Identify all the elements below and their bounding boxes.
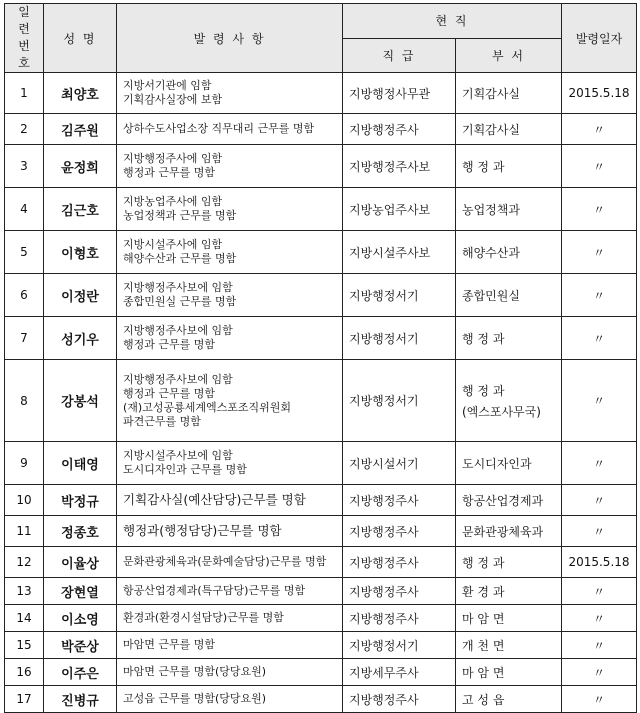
name-cell: 이태영 [44,442,117,485]
details-cell [117,485,343,516]
name-cell: 윤정희 [44,145,117,188]
serial-number-cell: 12 [5,547,44,578]
serial-number-cell: 2 [5,114,44,145]
department-line: 행 정 과 [462,159,505,174]
table-row [5,114,637,145]
department-cell [456,442,562,485]
details-line: (재)고성공룡세계엑스포조직위원회 [123,400,291,414]
rank-cell: 지방행정주사 [343,605,456,632]
rank-cell: 지방행정주사 [343,547,456,578]
rank-cell: 지방행정주사 [343,485,456,516]
department-line: (엑스포사무국) [462,404,541,419]
name-cell: 강봉석 [44,360,117,442]
details-cell [117,605,343,632]
header-serial-number: 일련번호 [5,4,44,73]
date-cell: 2015.5.18 [562,547,637,578]
serial-number-cell: 11 [5,516,44,547]
details-line: 고성읍 근무를 명함(당당요원) [123,692,267,705]
rank-cell: 지방행정주사 [343,114,456,145]
details-line: 지방행정주사보에 임함 [123,324,233,337]
details-line: 지방시설주사보에 임함 [123,449,233,462]
department-cell [456,360,562,442]
department-line: 문화관광체육과 [462,524,544,539]
name-cell: 박준상 [44,632,117,659]
details-line: 지방행정주사에 임함 [123,152,223,165]
table-row [5,360,637,442]
serial-number-cell: 6 [5,274,44,317]
table-row [5,686,637,713]
rank-cell: 지방행정주사보 [343,145,456,188]
serial-number-cell: 10 [5,485,44,516]
details-cell [117,516,343,547]
department-cell [456,632,562,659]
details-cell [117,145,343,188]
details-line: 지방농업주사에 임함 [123,195,223,208]
table-row [5,659,637,686]
name-cell: 김근호 [44,188,117,231]
rank-cell: 지방시설주사보 [343,231,456,274]
details-line: 농업정책과 근무를 명함 [123,209,237,222]
serial-number-cell: 13 [5,578,44,605]
date-cell: 〃 [562,578,637,605]
name-cell: 진병규 [44,686,117,713]
table-row [5,485,637,516]
department-cell [456,659,562,686]
table-row [5,578,637,605]
date-cell: 〃 [562,485,637,516]
department-cell [456,547,562,578]
table-row [5,231,637,274]
serial-number-cell: 4 [5,188,44,231]
department-cell [456,317,562,360]
details-cell [117,659,343,686]
details-line: 기획감사실(예산담당)근무를 명함 [123,492,306,507]
department-line: 농업정책과 [462,202,520,217]
table-header [5,4,637,73]
date-cell: 〃 [562,114,637,145]
details-line: 마암면 근무를 명함 [123,638,216,651]
details-cell [117,686,343,713]
department-cell [456,485,562,516]
details-line: 행정과(행정담당)근무를 명함 [123,523,282,538]
department-cell [456,578,562,605]
details-cell [117,274,343,317]
department-line: 환 경 과 [462,584,505,599]
details-cell [117,73,343,114]
header-current-position: 현 직 [343,4,562,39]
rank-cell: 지방행정서기 [343,360,456,442]
header-details: 발 령 사 항 [117,4,343,73]
date-cell: 〃 [562,605,637,632]
table-row [5,632,637,659]
details-cell [117,632,343,659]
name-cell: 최양호 [44,73,117,114]
table-row [5,188,637,231]
details-cell [117,114,343,145]
details-line: 행정과 근무를 명함 [123,386,216,400]
name-cell: 이형호 [44,231,117,274]
rank-cell: 지방행정주사 [343,516,456,547]
department-line: 행 정 과 [462,555,505,570]
date-cell: 〃 [562,145,637,188]
department-line: 마 암 면 [462,611,505,626]
date-cell: 〃 [562,188,637,231]
serial-number-cell: 14 [5,605,44,632]
table-row [5,73,637,114]
department-cell [456,686,562,713]
department-cell [456,145,562,188]
table-row [5,274,637,317]
date-cell: 〃 [562,686,637,713]
table-row [5,442,637,485]
date-cell: 〃 [562,231,637,274]
department-line: 고 성 읍 [462,692,505,707]
details-line: 항공산업경제과(특구담당)근무를 명함 [123,584,306,597]
serial-number-cell: 1 [5,73,44,114]
table-row [5,547,637,578]
rank-cell: 지방행정주사 [343,578,456,605]
department-line: 해양수산과 [462,245,520,260]
name-cell: 이율상 [44,547,117,578]
department-cell [456,605,562,632]
details-line: 지방서기관에 임함 [123,79,212,92]
date-cell: 〃 [562,360,637,442]
details-line: 문화관광체육과(문화예술담당)근무를 명함 [123,555,327,568]
serial-number-cell: 15 [5,632,44,659]
serial-number-cell: 9 [5,442,44,485]
name-cell: 정종호 [44,516,117,547]
rank-cell: 지방세무주사 [343,659,456,686]
department-line: 행 정 과 [462,383,505,398]
department-cell [456,188,562,231]
details-cell [117,231,343,274]
details-cell [117,578,343,605]
details-line: 도시디자인과 근무를 명함 [123,463,247,476]
details-cell [117,188,343,231]
date-cell: 〃 [562,659,637,686]
date-cell: 〃 [562,632,637,659]
table-row [5,605,637,632]
table-row [5,516,637,547]
details-line: 행정과 근무를 명함 [123,338,216,351]
details-line: 종합민원실 근무를 명함 [123,295,237,308]
serial-number-cell: 7 [5,317,44,360]
department-cell [456,516,562,547]
department-line: 개 천 면 [462,638,505,653]
name-cell: 이소영 [44,605,117,632]
rank-cell: 지방시설서기 [343,442,456,485]
header-date: 발령일자 [562,4,637,73]
department-line: 종합민원실 [462,288,520,303]
rank-cell: 지방농업주사보 [343,188,456,231]
table-body [5,73,637,713]
date-cell: 〃 [562,274,637,317]
rank-cell: 지방행정서기 [343,317,456,360]
date-cell: 2015.5.18 [562,73,637,114]
name-cell: 이정란 [44,274,117,317]
table-row [5,145,637,188]
date-cell: 〃 [562,317,637,360]
serial-number-cell: 17 [5,686,44,713]
details-line: 상하수도사업소장 직무대리 근무를 명함 [123,122,315,135]
department-line: 행 정 과 [462,331,505,346]
header-department: 부 서 [456,38,562,73]
details-line: 마암면 근무를 명함(당당요원) [123,665,267,678]
rank-cell: 지방행정서기 [343,274,456,317]
appointment-table [4,3,637,713]
details-cell [117,360,343,442]
department-line: 마 암 면 [462,665,505,680]
name-cell: 박정규 [44,485,117,516]
details-line: 환경과(환경시설담당)근무를 명함 [123,611,284,624]
details-line: 지방행정주사보에 임함 [123,372,233,386]
details-line: 지방시설주사에 임함 [123,238,223,251]
department-line: 도시디자인과 [462,456,532,471]
serial-number-cell: 5 [5,231,44,274]
department-cell [456,274,562,317]
name-cell: 김주원 [44,114,117,145]
serial-number-cell: 3 [5,145,44,188]
header-rank: 직 급 [343,38,456,73]
department-cell [456,114,562,145]
details-cell [117,547,343,578]
table-row [5,317,637,360]
date-cell: 〃 [562,516,637,547]
details-line: 해양수산과 근무를 명함 [123,252,237,265]
department-line: 항공산업경제과 [462,493,544,508]
rank-cell: 지방행정서기 [343,632,456,659]
rank-cell: 지방행정주사 [343,686,456,713]
name-cell: 성기우 [44,317,117,360]
department-cell [456,231,562,274]
details-cell [117,442,343,485]
rank-cell: 지방행정사무관 [343,73,456,114]
department-line: 기획감사실 [462,86,520,101]
details-cell [117,317,343,360]
name-cell: 장현열 [44,578,117,605]
details-line: 행정과 근무를 명함 [123,166,216,179]
details-line: 파견근무를 명함 [123,414,201,428]
details-line: 지방행정주사보에 임함 [123,281,233,294]
header-name: 성 명 [44,4,117,73]
serial-number-cell: 8 [5,360,44,442]
date-cell: 〃 [562,442,637,485]
department-line: 기획감사실 [462,122,520,137]
serial-number-cell: 16 [5,659,44,686]
details-line: 기획감사실장에 보함 [123,93,223,106]
name-cell: 이주은 [44,659,117,686]
department-cell [456,73,562,114]
